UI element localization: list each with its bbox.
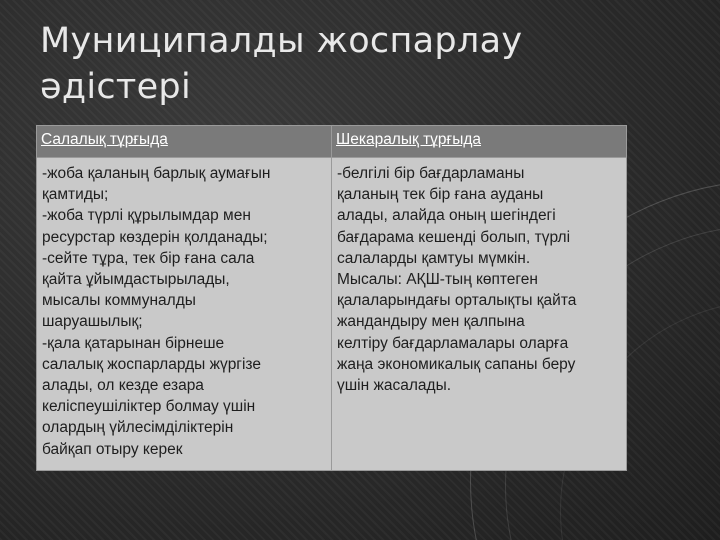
table-header-row xyxy=(37,126,627,158)
cell-territorial xyxy=(332,158,627,471)
cell-sectoral xyxy=(37,158,332,471)
column-header-sectoral: Салалық тұрғыда xyxy=(37,126,332,158)
cell-text-line: -белгілі бір бағдарламаны xyxy=(337,165,525,182)
cell-text-line: бағдарама кешенді болып, түрлі xyxy=(337,228,571,246)
cell-text-line: жаңа экономикалық сапаны беру xyxy=(337,355,576,373)
cell-text-line: жандандыру мен қалпына xyxy=(337,313,525,331)
cell-text-line: -жоба түрлі құрылымдар мен xyxy=(42,207,251,225)
slide-title xyxy=(40,18,660,110)
cell-text-line: қалаларындағы орталықты қайта xyxy=(337,292,577,310)
cell-text-line: қаланың тек бір ғана ауданы xyxy=(337,186,544,204)
column-header-territorial: Шекаралық тұрғыда xyxy=(332,126,627,158)
cell-text-line: олардың үйлесімділіктерін xyxy=(42,419,234,437)
slide-title-line: Муниципалды жоспарлау xyxy=(40,21,523,61)
cell-text-line: алады, алайда оның шегіндегі xyxy=(337,207,556,225)
slide-title-line: әдістері xyxy=(40,67,191,107)
cell-text-line: Мысалы: АҚШ-тың көптеген xyxy=(337,271,538,289)
table-row xyxy=(37,158,627,471)
cell-text-line: қамтиды; xyxy=(42,186,109,204)
cell-text-line: келіспеушіліктер болмау үшін xyxy=(42,398,256,416)
cell-text-line: үшін жасалады. xyxy=(337,377,452,395)
cell-text-line: салаларды қамтуы мүмкін. xyxy=(337,249,531,267)
cell-text-line: мысалы коммуналды xyxy=(42,292,196,310)
cell-text-line: -қала қатарынан бірнеше xyxy=(42,334,225,352)
cell-text-line: ресурстар көздерін қолданады; xyxy=(42,228,268,246)
cell-text-line: салалық жоспарларды жүргізе xyxy=(42,355,261,373)
cell-text-line: байқап отыру керек xyxy=(42,440,183,458)
cell-text-line: шаруашылық; xyxy=(42,313,143,331)
cell-text-line: қайта ұйымдастырылады, xyxy=(42,271,230,289)
cell-text-line: -сейте тұра, тек бір ғана сала xyxy=(42,249,255,267)
cell-text-line: -жоба қаланың барлық аумағын xyxy=(42,165,271,182)
cell-text-line: алады, ол кезде езара xyxy=(42,377,204,395)
cell-text-line: келтіру бағдарламалары оларға xyxy=(337,334,569,352)
methods-table xyxy=(36,125,627,471)
